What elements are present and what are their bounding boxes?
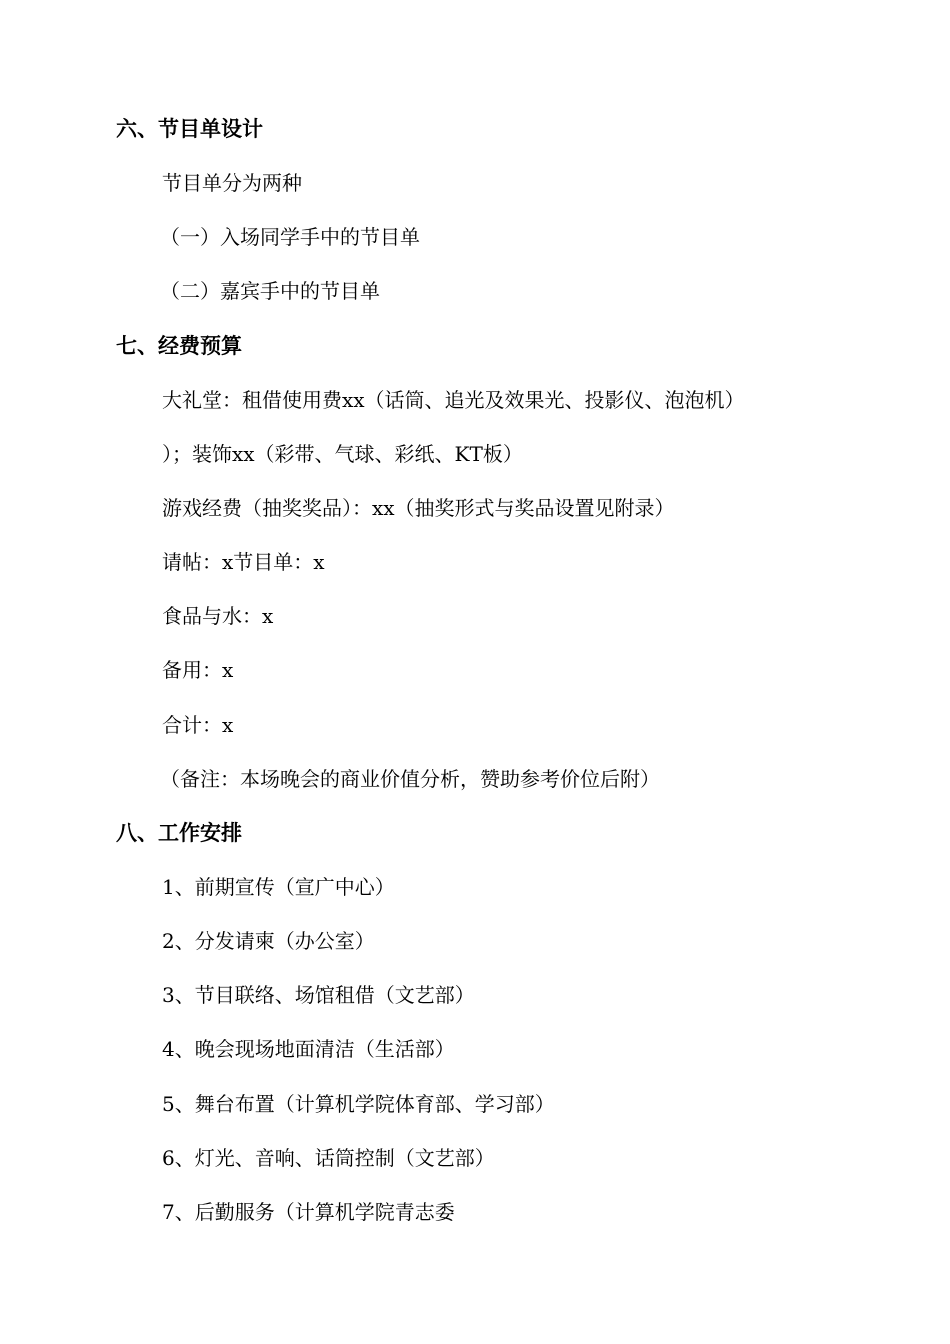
work-list-item: 7、后勤服务（计算机学院青志委 [162,1200,455,1224]
work-list-item: 5、舞台布置（计算机学院体育部、学习部） [162,1092,555,1116]
budget-total: 合计：x [162,713,234,737]
section-heading-work-arrangement: 八、工作安排 [116,820,242,845]
program-list-item: （二）嘉宾手中的节目单 [160,279,380,303]
budget-note: （备注：本场晚会的商业价值分析，赞助参考价位后附） [160,767,660,791]
budget-line: 大礼堂：租借使用费xx（话筒、追光及效果光、投影仪、泡泡机） [162,388,745,412]
section-heading-budget: 七、经费预算 [116,333,242,358]
work-list-item: 6、灯光、音响、话筒控制（文艺部） [162,1146,495,1170]
budget-line: 请帖：x节目单：x [162,550,325,574]
work-list-item: 4、晚会现场地面清洁（生活部） [162,1037,455,1061]
budget-line: 食品与水：x [162,604,274,628]
budget-line: ）；装饰xx（彩带、气球、彩纸、KT板） [162,442,523,466]
section-heading-program-design: 六、节目单设计 [116,116,263,141]
program-intro-text: 节目单分为两种 [162,171,302,195]
work-list-item: 1、前期宣传（宣广中心） [162,875,395,899]
work-list-item: 3、节目联络、场馆租借（文艺部） [162,983,475,1007]
program-list-item: （一）入场同学手中的节目单 [160,225,420,249]
budget-line: 游戏经费（抽奖奖品）：xx（抽奖形式与奖品设置见附录） [162,496,675,520]
work-list-item: 2、分发请柬（办公室） [162,929,375,953]
budget-line: 备用：x [162,658,234,682]
